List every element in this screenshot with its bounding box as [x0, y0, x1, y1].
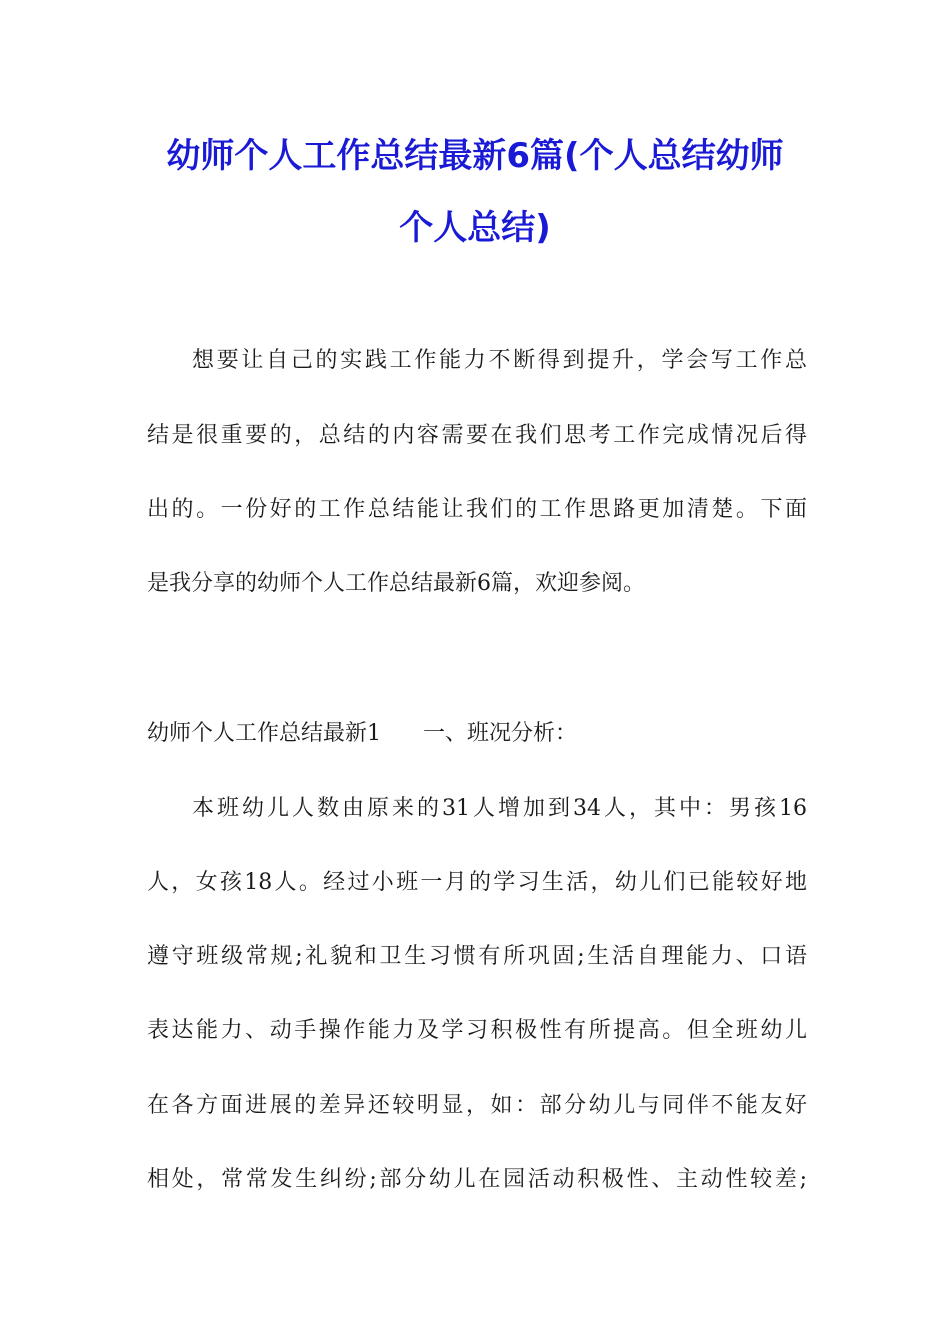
- body-paragraph-line: 表达能力、动手操作能力及学习积极性有所提高。但全班幼儿: [147, 1018, 807, 1043]
- intro-paragraph-line: 结是很重要的，总结的内容需要在我们思考工作完成情况后得: [147, 423, 807, 448]
- intro-paragraph-line: 想要让自己的实践工作能力不断得到提升，学会写工作总: [192, 348, 807, 373]
- document-title-line-2: 个人总结): [399, 208, 551, 248]
- body-paragraph-line: 人，女孩18人。经过小班一月的学习生活，幼儿们已能较好地: [147, 870, 807, 895]
- body-paragraph-line: 相处，常常发生纠纷;部分幼儿在园活动积极性、主动性较差;: [147, 1167, 807, 1192]
- intro-paragraph-line: 出的。一份好的工作总结能让我们的工作思路更加清楚。下面: [147, 497, 807, 522]
- body-paragraph-line: 本班幼儿人数由原来的31人增加到34人，其中：男孩16: [192, 796, 807, 821]
- section-heading-row: [147, 719, 577, 749]
- section-subheading: 一、班况分析：: [423, 721, 578, 746]
- intro-paragraph-line: 是我分享的幼师个人工作总结最新6篇，欢迎参阅。: [147, 571, 645, 596]
- body-paragraph-line: 遵守班级常规;礼貌和卫生习惯有所巩固;生活自理能力、口语: [147, 944, 807, 969]
- section-heading: 幼师个人工作总结最新1: [147, 721, 381, 746]
- body-paragraph-line: 在各方面进展的差异还较明显，如：部分幼儿与同伴不能友好: [147, 1093, 807, 1118]
- document-title-line-1: 幼师个人工作总结最新6篇(个人总结幼师: [166, 136, 784, 176]
